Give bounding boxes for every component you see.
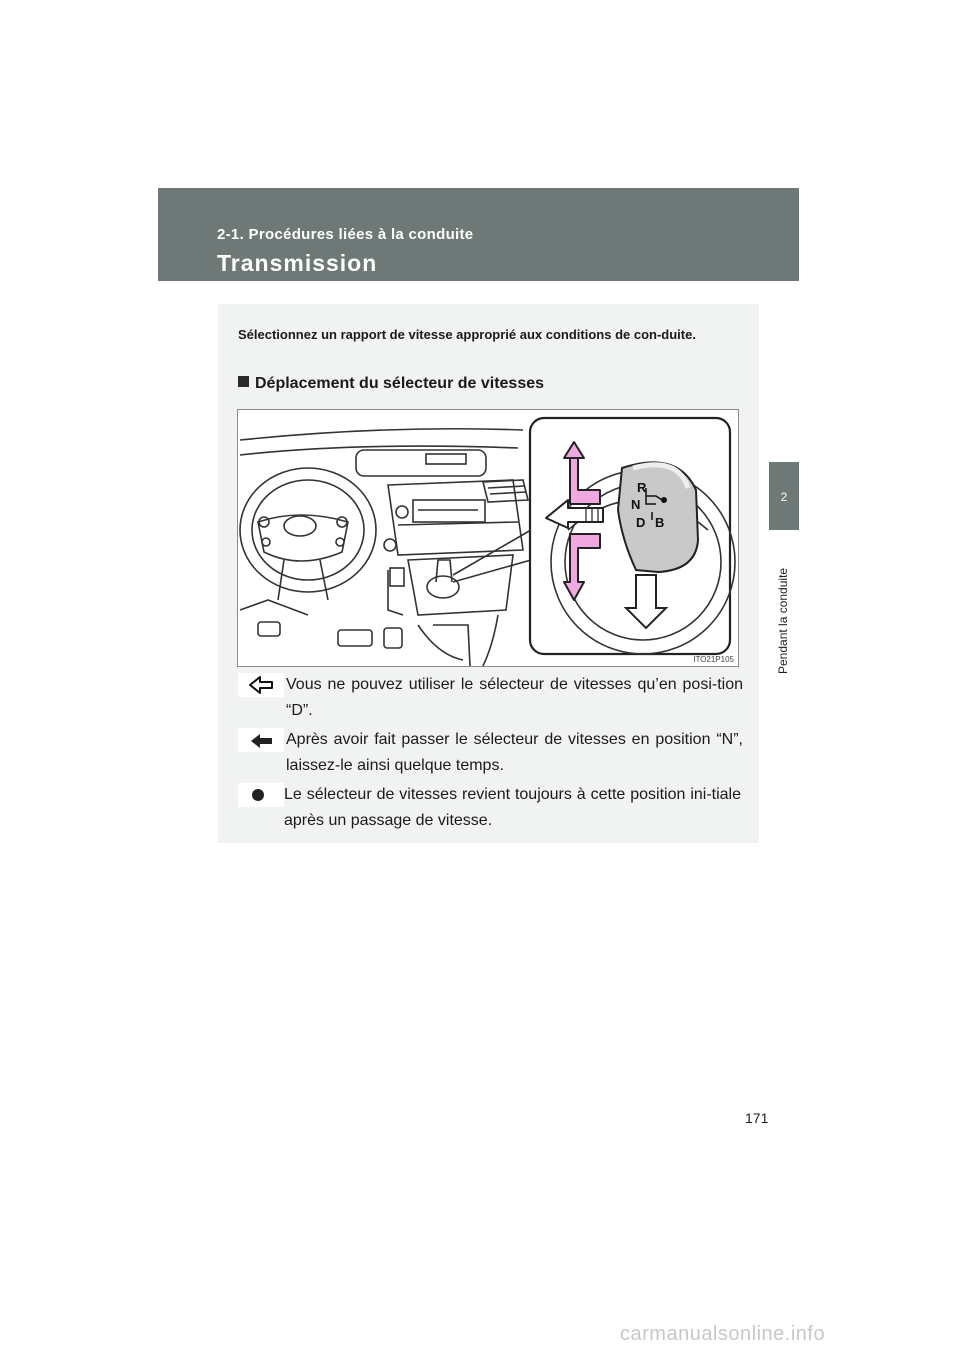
chapter-label: Pendant la conduite bbox=[776, 567, 790, 674]
outline-arrow-left-icon bbox=[238, 673, 284, 697]
page-number: 171 bbox=[745, 1110, 769, 1126]
item-text: Après avoir fait passer le sélecteur de vitesses en position “N”, laissez-le ainsi quelque temps. bbox=[286, 731, 743, 774]
watermark: carmanualsonline.info bbox=[620, 1323, 826, 1345]
intro-text: Sélectionnez un rapport de vitesse approprié aux conditions de con-duite. bbox=[238, 327, 696, 342]
knob-letter-d: D bbox=[636, 515, 646, 530]
figure-code: ITO21P105 bbox=[693, 655, 734, 664]
item-text: Le sélecteur de vitesses revient toujours à cette position ini-tiale après un passage de vitesse. bbox=[284, 786, 741, 829]
illustration-drawing bbox=[238, 410, 738, 666]
page-title: Transmission bbox=[217, 250, 378, 276]
section-label: 2-1. Procédures liées à la conduite bbox=[217, 226, 474, 243]
shift-lever-illustration bbox=[237, 409, 739, 667]
filled-circle-icon bbox=[238, 783, 284, 807]
chapter-tab[interactable] bbox=[769, 462, 799, 530]
subheading-text: Déplacement du sélecteur de vitesses bbox=[255, 375, 545, 392]
knob-letter-b: B bbox=[655, 515, 665, 530]
knob-letter-r: R bbox=[637, 480, 647, 495]
subheading bbox=[238, 375, 544, 393]
square-bullet-icon bbox=[238, 376, 249, 387]
item-text: Vous ne pouvez utiliser le sélecteur de vitesses qu’en posi-tion “D”. bbox=[286, 676, 743, 719]
knob-letter-n: N bbox=[631, 497, 641, 512]
chapter-number: 2 bbox=[780, 490, 788, 504]
filled-arrow-left-icon bbox=[238, 728, 284, 752]
